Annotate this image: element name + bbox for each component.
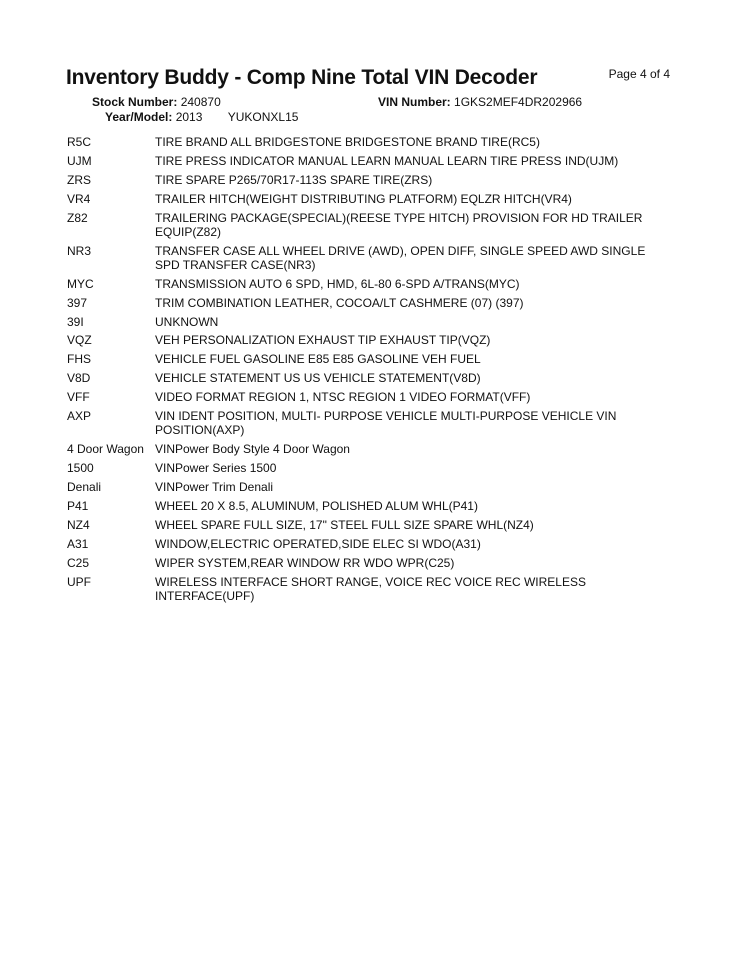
list-item [67,390,667,404]
option-code: NZ4 [67,517,90,532]
option-description: VEH PERSONALIZATION EXHAUST TIP EXHAUST TIP(VQZ) [155,333,491,348]
option-code: UPF [67,574,91,589]
option-description: TRAILERING PACKAGE(SPECIAL)(REESE TYPE HITCH) PROVISION FOR HD TRAILER EQUIP(Z82) [155,210,643,239]
list-item [67,333,667,347]
stock-number [92,95,221,109]
option-code: 4 Door Wagon [67,442,144,457]
option-code: A31 [67,536,89,551]
option-description: TIRE PRESS INDICATOR MANUAL LEARN MANUAL LEARN TIRE PRESS IND(UJM) [155,153,619,168]
option-code: UJM [67,153,92,168]
option-code: 397 [67,295,88,310]
list-item [67,461,667,475]
option-code: 1500 [67,461,94,476]
list-item [67,277,667,291]
list-item [67,442,667,456]
vin-number [378,95,582,109]
option-code: Z82 [67,210,88,225]
list-item [67,211,667,239]
option-description: VEHICLE FUEL GASOLINE E85 E85 GASOLINE VEH FUEL [155,352,481,367]
option-code: R5C [67,135,92,149]
option-code: P41 [67,498,89,513]
option-description: TRANSFER CASE ALL WHEEL DRIVE (AWD), OPEN DIFF, SINGLE SPEED AWD SINGLE SPD TRANSFER CASE(NR3) [155,243,646,272]
option-description: UNKNOWN [155,314,219,329]
vin-number-value: 1GKS2MEF4DR202966 [454,95,583,109]
option-description: TRIM COMBINATION LEATHER, COCOA/LT CASHMERE (07) (397) [155,295,524,310]
option-code: 39I [67,314,84,329]
option-description: TIRE BRAND ALL BRIDGESTONE BRIDGESTONE BRAND TIRE(RC5) [155,135,540,149]
stock-number-value: 240870 [180,95,221,109]
option-code: C25 [67,555,90,570]
list-item [67,499,667,513]
option-code: V8D [67,371,91,386]
option-description: WIPER SYSTEM,REAR WINDOW RR WDO WPR(C25) [155,555,455,570]
option-description: VINPower Trim Denali [155,480,274,494]
list-item [67,154,667,168]
list-item [67,371,667,385]
list-item [67,296,667,310]
option-description: VINPower Body Style 4 Door Wagon [155,442,350,457]
list-item [67,575,667,603]
list-item [67,173,667,187]
list-item [67,352,667,366]
option-description: TRAILER HITCH(WEIGHT DISTRIBUTING PLATFORM) EQLZR HITCH(VR4) [155,191,572,206]
option-description: WHEEL SPARE FULL SIZE, 17" STEEL FULL SIZE SPARE WHL(NZ4) [155,517,534,532]
option-code-list [67,135,667,608]
list-item [67,244,667,272]
option-description: VEHICLE STATEMENT US US VEHICLE STATEMENT(V8D) [155,371,481,386]
list-item [67,135,667,149]
list-item [67,315,667,329]
option-code: VFF [67,390,90,405]
option-code: VR4 [67,191,91,206]
option-description: WIRELESS INTERFACE SHORT RANGE, VOICE REC VOICE REC WIRELESS INTERFACE(UPF) [155,574,586,603]
option-code: ZRS [67,172,91,187]
option-code: FHS [67,352,91,367]
option-code: MYC [67,276,94,291]
year-model-label: Year/Model: [105,110,173,124]
option-description: VINPower Series 1500 [155,461,277,476]
stock-number-label: Stock Number: [92,95,178,109]
year-value: 2013 [175,110,203,124]
list-item [67,537,667,551]
option-description: WINDOW,ELECTRIC OPERATED,SIDE ELEC SI WDO(A31) [155,536,481,551]
vin-number-label: VIN Number: [378,95,451,109]
model-value: YUKONXL15 [227,110,299,124]
option-code: AXP [67,409,92,424]
option-code: VQZ [67,333,92,348]
list-item [67,518,667,532]
option-description: VIDEO FORMAT REGION 1, NTSC REGION 1 VIDEO FORMAT(VFF) [155,390,531,405]
option-description: TIRE SPARE P265/70R17-113S SPARE TIRE(ZRS) [155,172,433,187]
option-description: TRANSMISSION AUTO 6 SPD, HMD, 6L-80 6-SPD A/TRANS(MYC) [155,276,520,291]
year-model [105,110,298,124]
option-code: Denali [67,480,102,494]
option-code: NR3 [67,243,92,258]
list-item [67,409,667,437]
page-number: Page 4 of 4 [608,67,670,81]
list-item [67,192,667,206]
option-description: WHEEL 20 X 8.5, ALUMINUM, POLISHED ALUM WHL(P41) [155,498,478,513]
list-item [67,556,667,570]
option-description: VIN IDENT POSITION, MULTI- PURPOSE VEHICLE MULTI-PURPOSE VEHICLE VIN POSITION(AXP) [155,409,617,438]
page-title: Inventory Buddy - Comp Nine Total VIN Decoder [66,66,538,89]
list-item [67,480,667,494]
